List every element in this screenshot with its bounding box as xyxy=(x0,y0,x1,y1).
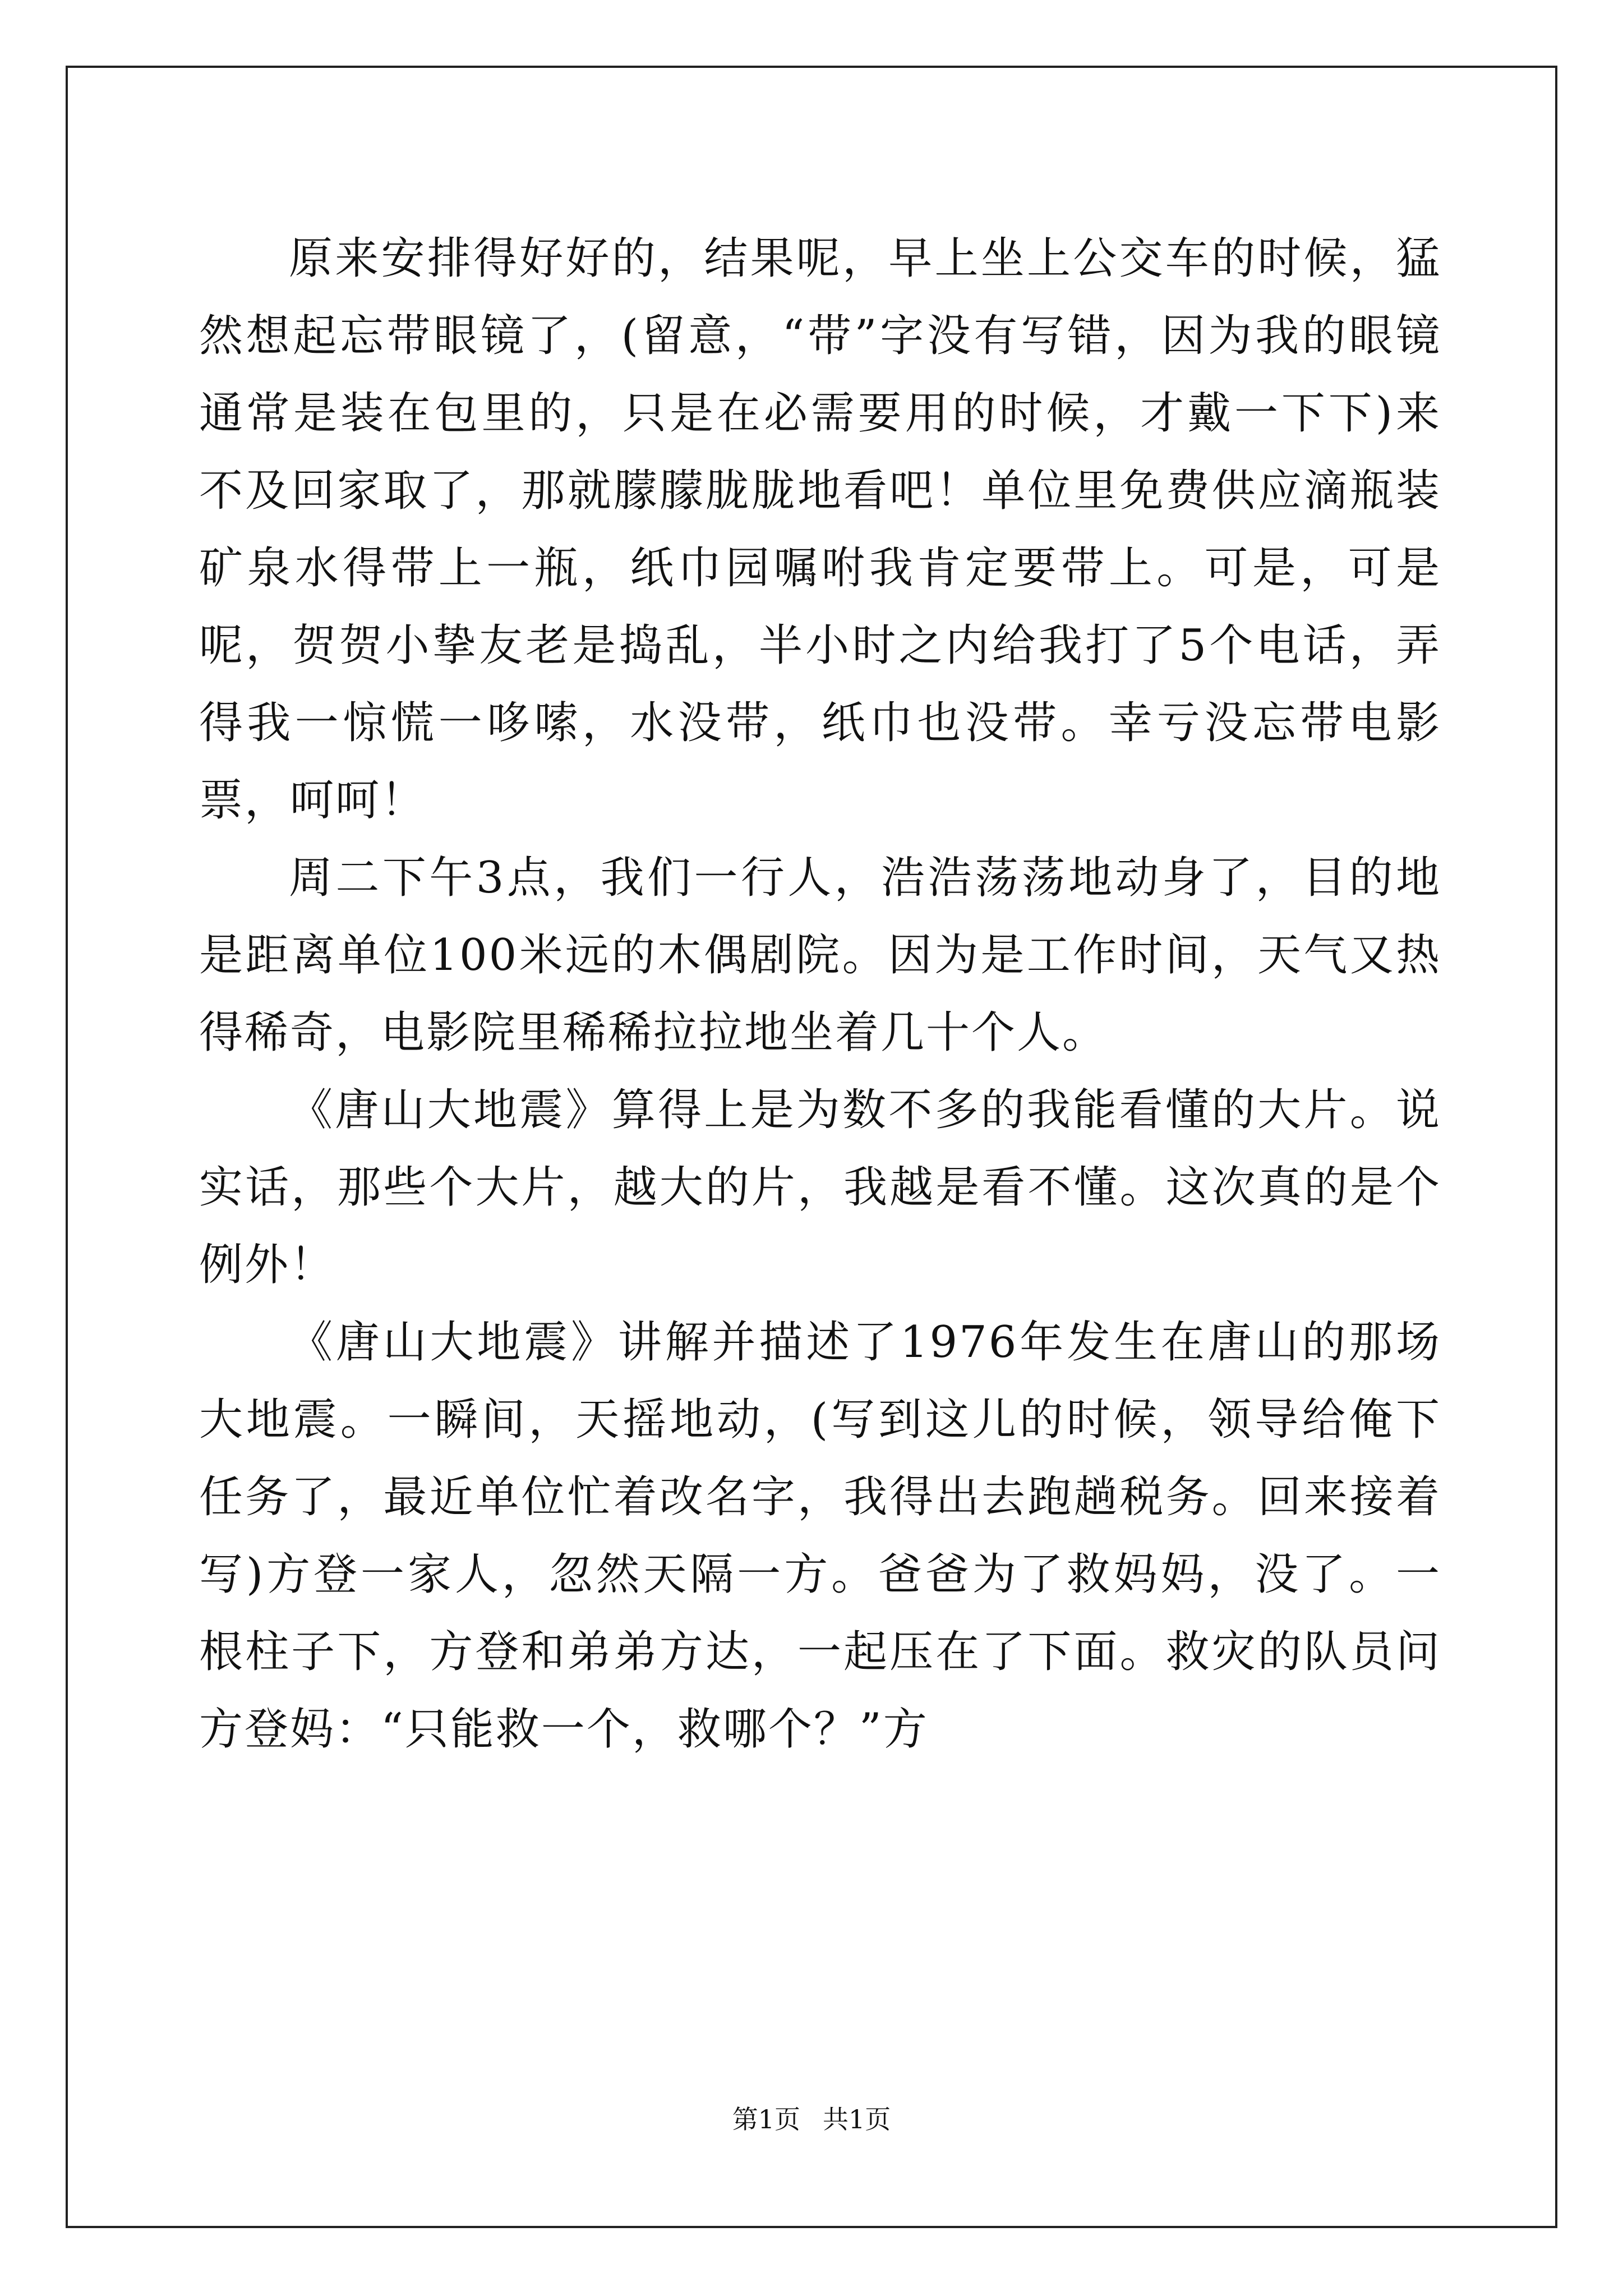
paragraph: 周二下午3点，我们一行人，浩浩荡荡地动身了，目的地是距离单位100米远的木偶剧院。因为是工作时间，天气又热得稀奇，电影院里稀稀拉拉地坐着几十个人。 xyxy=(199,853,1441,1058)
paragraph: 《唐山大地震》算得上是为数不多的我能看懂的大片。说实话，那些个大片，越大的片，我越是看不懂。这次真的是个例外！ xyxy=(199,1085,1441,1290)
total-pages: 共1页 xyxy=(823,2104,891,2134)
document-body xyxy=(199,220,1441,1768)
page-number: 第1页 xyxy=(732,2104,800,2134)
page-footer xyxy=(0,2102,1623,2136)
paragraph: 原来安排得好好的，结果呢，早上坐上公交车的时候，猛然想起忘带眼镜了，(留意，“带”字没有写错，因为我的眼镜通常是装在包里的，只是在必需要用的时候，才戴一下下)来不及回家取了，那就朦朦胧胧地看吧！单位里免费供应滴瓶装矿泉水得带上一瓶，纸巾园嘱咐我肯定要带上。可是，可是呢，贺贺小挚友老是捣乱，半小时之内给我打了5个电话，弄得我一惊慌一哆嗦，水没带，纸巾也没带。幸亏没忘带电影票，呵呵！ xyxy=(199,233,1441,826)
paragraph: 《唐山大地震》讲解并描述了1976年发生在唐山的那场大地震。一瞬间，天摇地动，(写到这儿的时候，领导给俺下任务了，最近单位忙着改名字，我得出去跑趟税务。回来接着写)方登一家人，忽然天隔一方。爸爸为了救妈妈，没了。一根柱子下，方登和弟弟方达，一起压在了下面。救灾的队员问方登妈：“只能救一个，救哪个？”方 xyxy=(199,1317,1441,1755)
